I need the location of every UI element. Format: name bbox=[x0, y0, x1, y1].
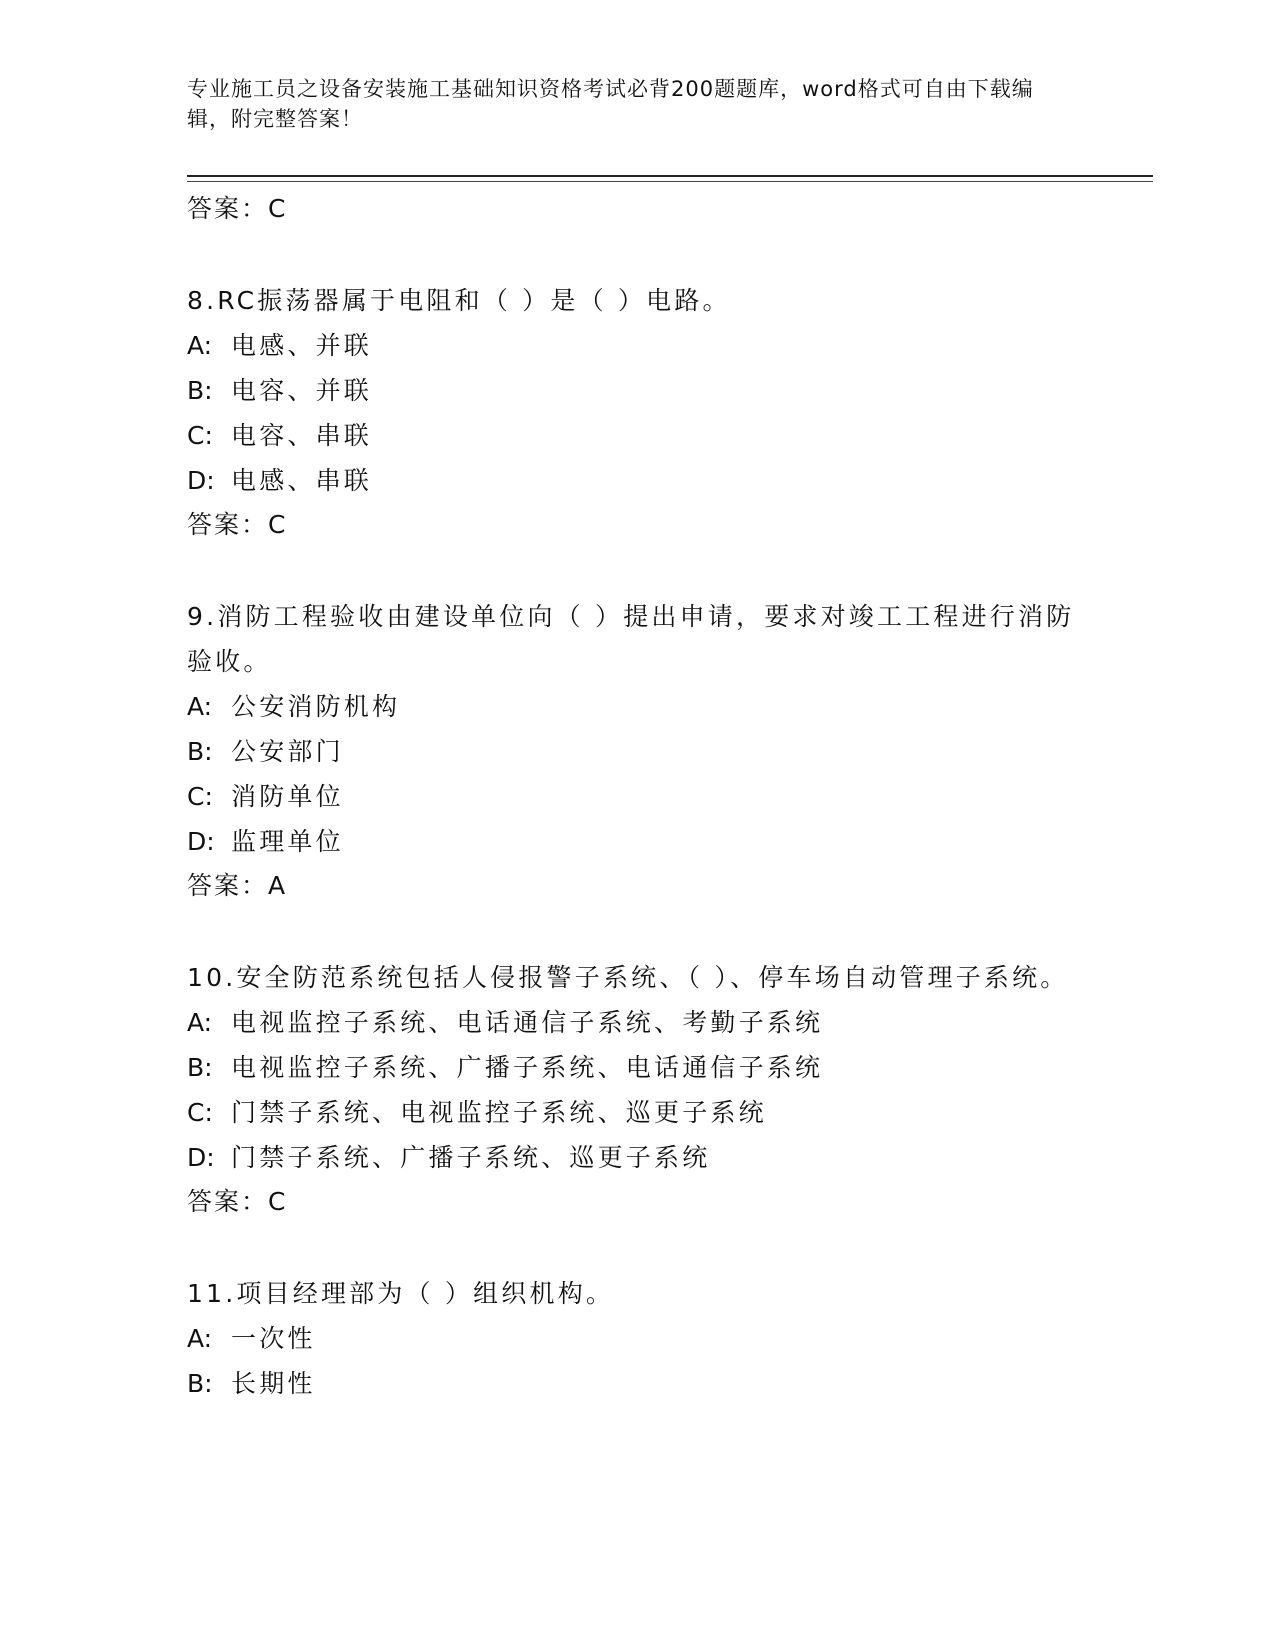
option-text: 门禁子系统、电视监控子系统、巡更子系统 bbox=[231, 1098, 767, 1127]
option-text: 消防单位 bbox=[231, 782, 344, 811]
question-stem: 11.项目经理部为（ ）组织机构。 bbox=[187, 1279, 615, 1308]
header-rule-thin bbox=[187, 181, 1153, 182]
question-block bbox=[187, 594, 1087, 908]
question-block bbox=[187, 955, 1087, 1224]
option-letter: A: bbox=[187, 1324, 213, 1353]
option-letter: B: bbox=[187, 1369, 213, 1398]
option-letter: A: bbox=[187, 692, 213, 721]
option-letter: B: bbox=[187, 376, 213, 405]
option-line bbox=[187, 1316, 1087, 1361]
option-letter: A: bbox=[187, 331, 213, 360]
option-line bbox=[187, 1135, 1087, 1180]
answer-line: 答案：C bbox=[187, 194, 288, 223]
option-letter: D: bbox=[187, 466, 215, 495]
option-letter: C: bbox=[187, 421, 213, 450]
option-text: 一次性 bbox=[231, 1324, 316, 1353]
answer-line: 答案：C bbox=[187, 1187, 288, 1216]
option-text: 电容、串联 bbox=[231, 421, 373, 450]
option-letter: B: bbox=[187, 737, 213, 766]
question-block bbox=[187, 278, 1087, 547]
option-line bbox=[187, 774, 1087, 819]
option-line bbox=[187, 323, 1087, 368]
option-letter: C: bbox=[187, 1098, 213, 1127]
question-list bbox=[187, 187, 1087, 1406]
option-line bbox=[187, 368, 1087, 413]
option-line bbox=[187, 1000, 1087, 1045]
option-text: 长期性 bbox=[231, 1369, 316, 1398]
option-text: 监理单位 bbox=[231, 827, 344, 856]
option-line bbox=[187, 819, 1087, 864]
option-text: 电容、并联 bbox=[231, 376, 373, 405]
option-line bbox=[187, 1045, 1087, 1090]
question-block bbox=[187, 1271, 1087, 1406]
option-letter: D: bbox=[187, 827, 215, 856]
option-text: 电视监控子系统、广播子系统、电话通信子系统 bbox=[231, 1053, 824, 1082]
option-line bbox=[187, 1361, 1087, 1406]
option-line bbox=[187, 1090, 1087, 1135]
option-letter: C: bbox=[187, 782, 213, 811]
option-line bbox=[187, 413, 1087, 458]
answer-line: 答案：C bbox=[187, 510, 288, 539]
option-text: 电视监控子系统、电话通信子系统、考勤子系统 bbox=[231, 1008, 824, 1037]
option-text: 电感、串联 bbox=[231, 466, 373, 495]
question-stem: 8.RC振荡器属于电阻和（ ）是（ ）电路。 bbox=[187, 286, 731, 315]
option-letter: D: bbox=[187, 1143, 215, 1172]
document-header: 专业施工员之设备安装施工基础知识资格考试必背200题题库，word格式可自由下载编辑，附完整答案！ bbox=[187, 77, 1034, 131]
option-line bbox=[187, 458, 1087, 503]
option-letter: B: bbox=[187, 1053, 213, 1082]
option-text: 公安消防机构 bbox=[231, 692, 401, 721]
header-rule-thick bbox=[187, 175, 1153, 177]
question-stem: 10.安全防范系统包括人侵报警子系统、（ ）、停车场自动管理子系统。 bbox=[187, 963, 1069, 992]
answer-line: 答案：A bbox=[187, 871, 288, 900]
option-letter: A: bbox=[187, 1008, 213, 1037]
option-text: 公安部门 bbox=[231, 737, 344, 766]
option-line bbox=[187, 684, 1087, 729]
option-text: 门禁子系统、广播子系统、巡更子系统 bbox=[231, 1143, 711, 1172]
option-line bbox=[187, 729, 1087, 774]
question-stem: 9.消防工程验收由建设单位向（ ）提出申请，要求对竣工工程进行消防验收。 bbox=[187, 602, 1075, 676]
option-text: 电感、并联 bbox=[231, 331, 373, 360]
